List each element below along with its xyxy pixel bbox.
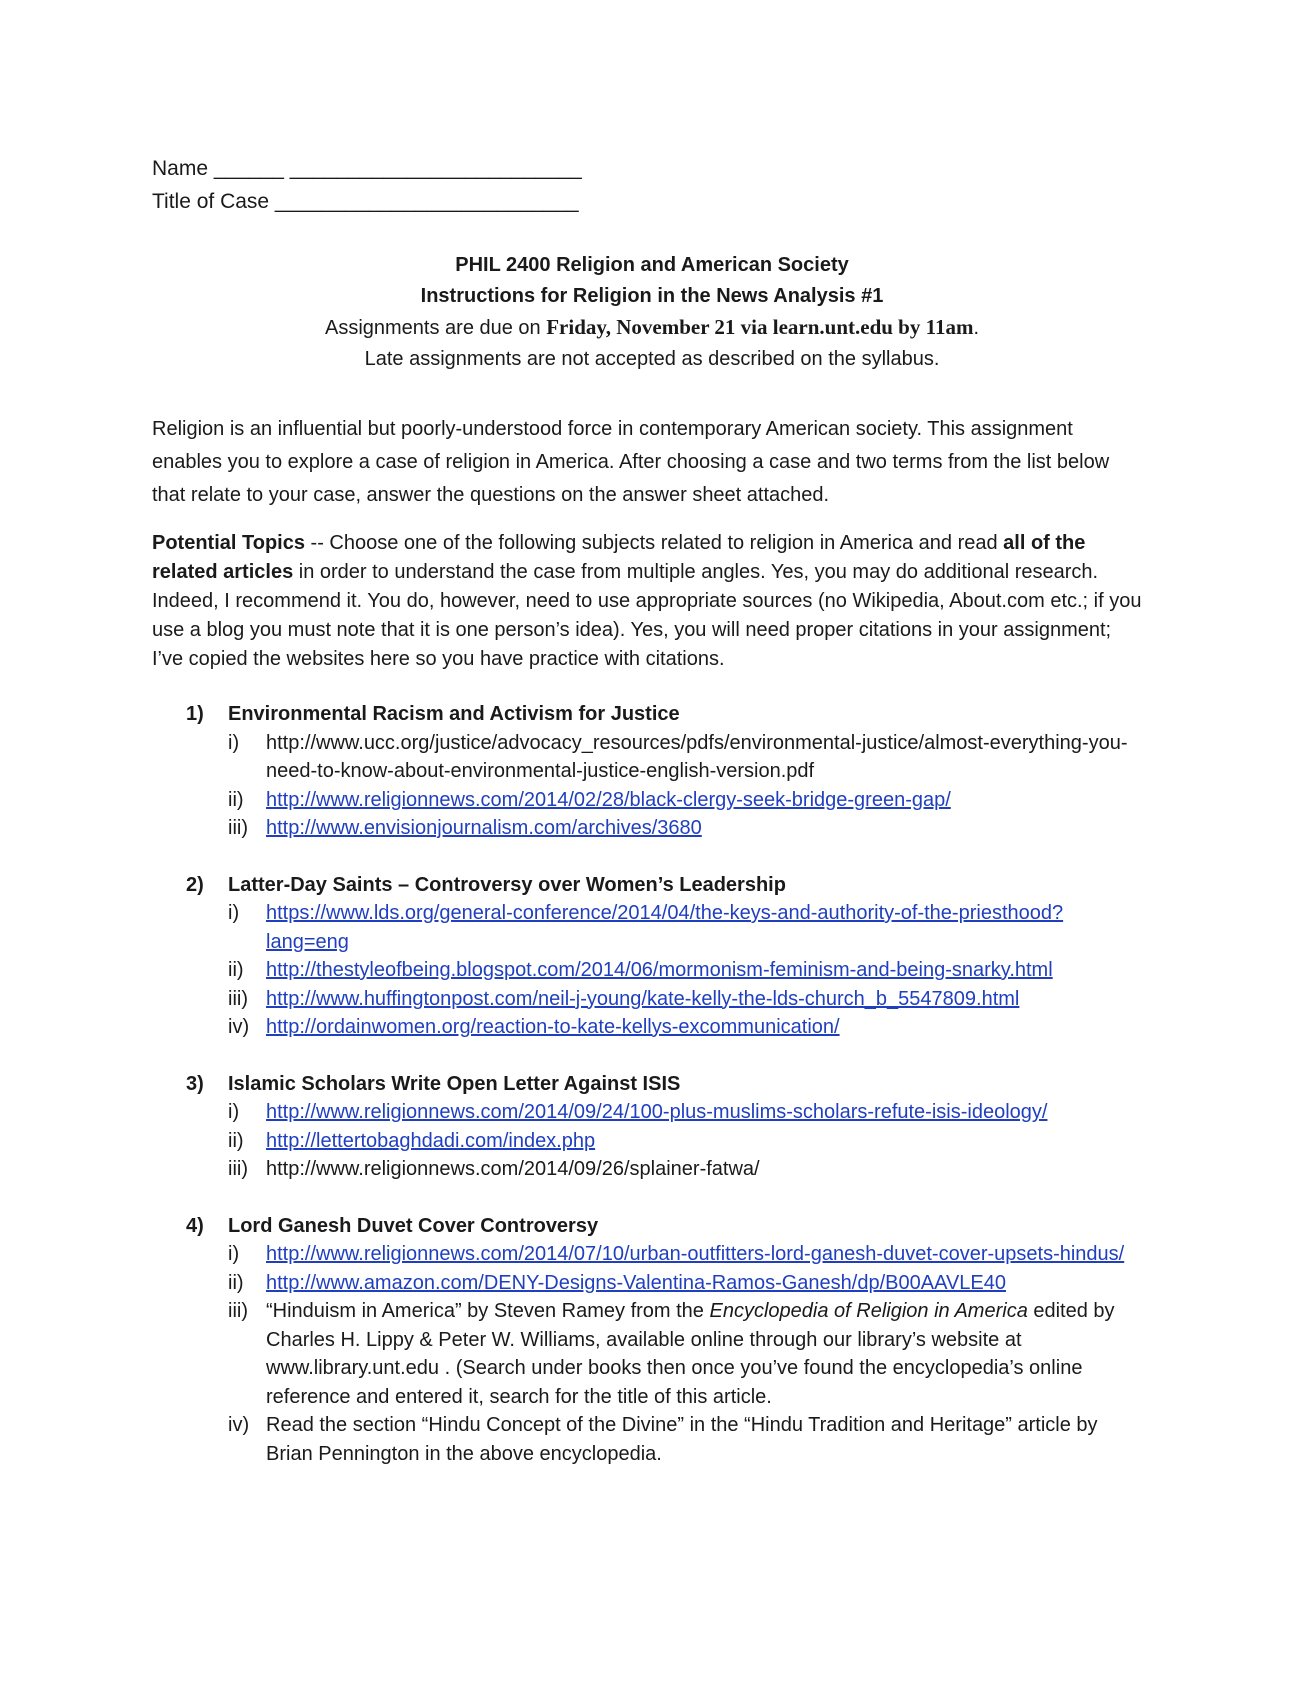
item-number: iv) bbox=[228, 1016, 250, 1038]
topics-list bbox=[152, 700, 1142, 1496]
encyclopedia-title: Encyclopedia of Religion in America bbox=[709, 1300, 1028, 1322]
topic-heading bbox=[152, 700, 1142, 729]
potential-topics-text-2: in order to understand the case from multiple angles. Yes, you may do additional research. Indeed, I recommend it. You do, however, need to use appropriate sources (no Wikipedia, About.com etc.; if you use a blog you must note that it is one person’s idea). Yes, you will need proper citations in your assignment; I’ve copied the websites here so you have practice with citations. bbox=[152, 561, 1142, 670]
due-line bbox=[152, 312, 1152, 344]
instructions-title: Instructions for Religion in the News Analysis #1 bbox=[420, 285, 884, 307]
source-link[interactable]: http://www.envisionjournalism.com/archives/3680 bbox=[266, 817, 702, 839]
source-link[interactable]: http://www.amazon.com/DENY-Designs-Valentina-Ramos-Ganesh/dp/B00AAVLE40 bbox=[266, 1271, 1006, 1294]
topic-title: Lord Ganesh Duvet Cover Controversy bbox=[228, 1214, 599, 1237]
title-block bbox=[152, 250, 1152, 375]
list-item bbox=[152, 1155, 1142, 1184]
item-number: iii) bbox=[228, 987, 248, 1010]
item-number: i) bbox=[228, 1101, 240, 1123]
potential-topics-emphasis: all of the related articles bbox=[152, 532, 1086, 583]
potential-topics-label: Potential Topics bbox=[152, 532, 305, 554]
topic-title: Islamic Scholars Write Open Letter Against ISIS bbox=[228, 1072, 681, 1095]
reference-text-before: “Hinduism in America” by Steven Ramey from the bbox=[266, 1300, 710, 1322]
source-link[interactable]: https://www.lds.org/general-conference/2014/04/the-keys-and-authority-of-the-priesthood?lang=eng bbox=[266, 902, 1064, 953]
topic-title: Latter-Day Saints – Controversy over Women’s Leadership bbox=[228, 873, 786, 896]
topic-3 bbox=[152, 1070, 1142, 1184]
list-item bbox=[152, 1411, 1142, 1468]
name-field-label[interactable]: Name ______ _________________________ bbox=[152, 157, 582, 180]
item-number: ii) bbox=[228, 1129, 244, 1152]
topic-heading bbox=[152, 1212, 1142, 1241]
list-item bbox=[152, 899, 1142, 956]
list-item bbox=[152, 786, 1142, 815]
item-number: ii) bbox=[228, 788, 244, 811]
source-link[interactable]: http://www.religionnews.com/2014/09/24/100-plus-muslims-scholars-refute-isis-ideology/ bbox=[266, 1101, 1048, 1123]
source-link[interactable]: http://lettertobaghdadi.com/index.php bbox=[266, 1129, 596, 1152]
header-fields bbox=[152, 152, 582, 218]
item-number: i) bbox=[228, 731, 240, 754]
source-link[interactable]: http://thestyleofbeing.blogspot.com/2014/06/mormonism-feminism-and-being-snarky.html bbox=[266, 959, 1053, 981]
late-note: Late assignments are not accepted as described on the syllabus. bbox=[364, 348, 940, 370]
topic-number: 3) bbox=[186, 1072, 204, 1095]
list-item bbox=[152, 729, 1142, 786]
list-item bbox=[152, 985, 1142, 1014]
list-item bbox=[152, 1013, 1142, 1042]
due-date: Friday, November 21 via learn.unt.edu by 11am bbox=[546, 315, 974, 339]
source-link[interactable]: http://ordainwomen.org/reaction-to-kate-kellys-excommunication/ bbox=[266, 1016, 840, 1038]
item-number: i) bbox=[228, 1243, 240, 1265]
list-item bbox=[152, 1240, 1142, 1269]
topic-number: 4) bbox=[186, 1214, 204, 1237]
reading-instruction: Read the section “Hindu Concept of the Divine” in the “Hindu Tradition and Heritage” article by Brian Pennington in the above encyclopedia. bbox=[266, 1414, 1098, 1465]
item-number: iii) bbox=[228, 1158, 248, 1180]
intro-paragraph: Religion is an influential but poorly-understood force in contemporary American society. This assignment enables you to explore a case of religion in America. After choosing a case and two terms from the list below that relate to your case, answer the questions on the answer sheet attached. bbox=[152, 418, 1110, 506]
due-suffix: . bbox=[973, 317, 980, 339]
item-number: ii) bbox=[228, 959, 244, 981]
source-link[interactable]: http://www.huffingtonpost.com/neil-j-young/kate-kelly-the-lds-church_b_5547809.html bbox=[266, 987, 1020, 1010]
list-item bbox=[152, 814, 1142, 843]
topic-4 bbox=[152, 1212, 1142, 1469]
item-number: iv) bbox=[228, 1414, 250, 1436]
due-prefix: Assignments are due on bbox=[324, 317, 547, 339]
item-number: ii) bbox=[228, 1271, 244, 1294]
topic-heading bbox=[152, 871, 1142, 900]
course-title: PHIL 2400 Religion and American Society bbox=[455, 254, 849, 276]
topic-number: 2) bbox=[186, 873, 204, 896]
reference-text-after: edited by Charles H. Lippy & Peter W. Williams, available online through our library’s website at www.library.unt.edu . (Search under books then once you’ve found the encyclopedia’s online reference and entered it, search for the title of this article. bbox=[266, 1300, 1115, 1408]
topic-title: Environmental Racism and Activism for Justice bbox=[228, 703, 680, 725]
source-link[interactable]: http://www.religionnews.com/2014/02/28/black-clergy-seek-bridge-green-gap/ bbox=[266, 788, 951, 811]
item-number: iii) bbox=[228, 817, 248, 839]
topic-number: 1) bbox=[186, 703, 204, 725]
list-item bbox=[152, 1297, 1142, 1411]
topic-2 bbox=[152, 871, 1142, 1042]
topic-1 bbox=[152, 700, 1142, 843]
item-number: iii) bbox=[228, 1300, 248, 1322]
list-item bbox=[152, 1098, 1142, 1127]
potential-topics-paragraph bbox=[152, 529, 1142, 674]
source-url-text: http://www.ucc.org/justice/advocacy_resources/pdfs/environmental-justice/almost-everything-you-need-to-know-about-environmental-justice-english-version.pdf bbox=[266, 731, 1128, 782]
case-title-field-label[interactable]: Title of Case __________________________ bbox=[152, 190, 579, 213]
list-item bbox=[152, 1127, 1142, 1156]
topic-heading bbox=[152, 1070, 1142, 1099]
source-link[interactable]: http://www.religionnews.com/2014/07/10/urban-outfitters-lord-ganesh-duvet-cover-upsets-hindus/ bbox=[266, 1243, 1125, 1265]
encyclopedia-reference bbox=[266, 1297, 1142, 1411]
potential-topics-text-1: -- Choose one of the following subjects related to religion in America and read bbox=[304, 532, 1004, 554]
item-number: i) bbox=[228, 902, 240, 924]
list-item bbox=[152, 1269, 1142, 1298]
list-item bbox=[152, 956, 1142, 985]
source-url-text: http://www.religionnews.com/2014/09/26/splainer-fatwa/ bbox=[266, 1158, 760, 1180]
